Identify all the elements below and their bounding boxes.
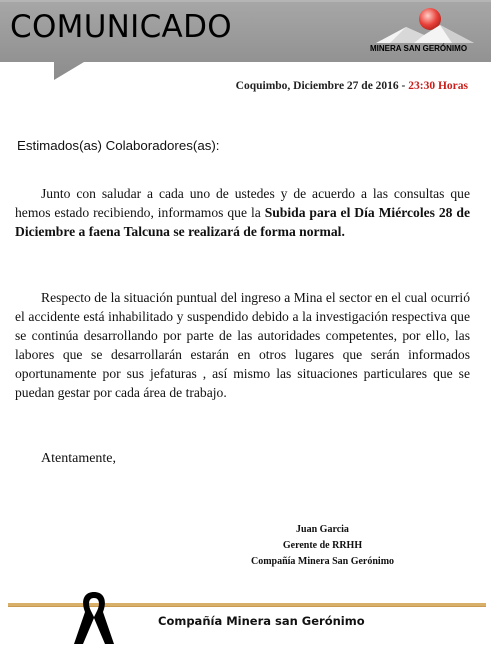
- date-place: Coquimbo, Diciembre 27 de 2016 -: [235, 80, 409, 92]
- paragraph-1: [15, 184, 470, 241]
- paragraph-1-text: Junto con saludar a cada uno de ustedes y de acuerdo a las consultas que hemos estado recibiendo, informamos que la: [15, 186, 470, 220]
- greeting: Estimados(as) Colaboradores(as):: [17, 138, 220, 153]
- company-logo: [368, 3, 480, 63]
- logo-text: MINERA SAN GERÓNIMO: [370, 44, 468, 53]
- paragraph-2: Respecto de la situación puntual del ingreso a Mina el sector en el cual ocurrió el accidente está inhabilitado y suspendido debido a la investigación respectiva que se continúa desarrollando por parte de las autoridades competentes, por ello, las labores que se desarrollarán estarán en otros lugares que serán informados oportunamente por sus jefaturas , así mismo las situaciones particulares que se puedan gestar por cada área de trabajo.: [15, 290, 470, 400]
- closing: Atentamente,: [41, 451, 117, 466]
- paragraph-1-highlight: Subida para el Día Miércoles 28 de Diciembre a faena Talcuna se realizará de forma normal.: [15, 205, 470, 239]
- footer-company-name: Compañía Minera san Gerónimo: [158, 614, 365, 628]
- signature-block: [200, 522, 445, 570]
- signer-name: Juan Garcia: [296, 524, 349, 535]
- page-title: COMUNICADO: [10, 9, 232, 45]
- signer-role: Gerente de RRHH: [282, 540, 363, 551]
- mourning-ribbon-icon: [70, 586, 118, 646]
- date-time: 23:30 Horas: [408, 80, 468, 92]
- signer-company: Compañía Minera San Gerónimo: [250, 556, 395, 567]
- dateline: [236, 80, 468, 92]
